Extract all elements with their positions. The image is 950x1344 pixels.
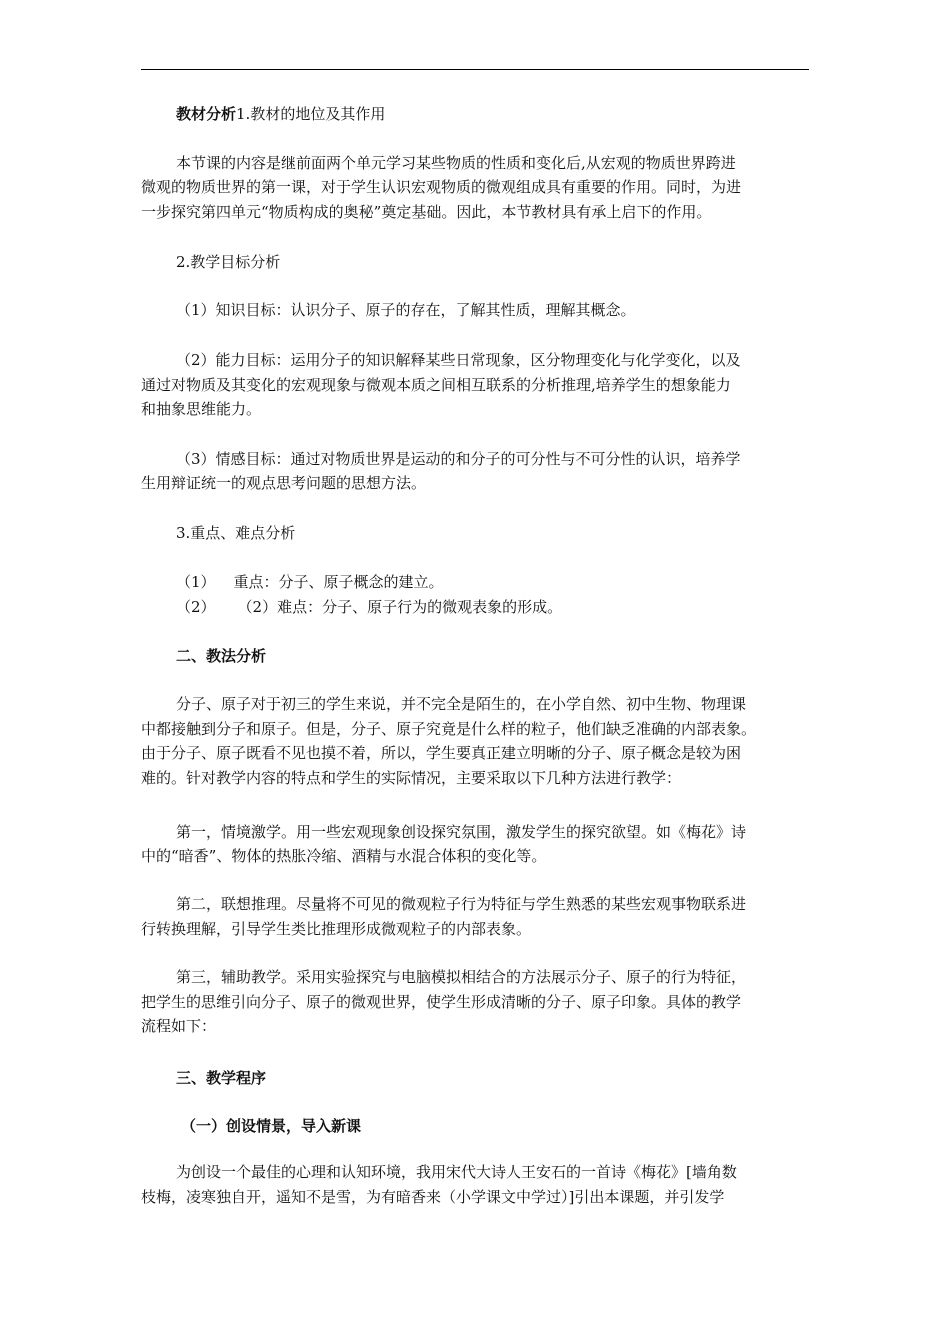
- method3-line3: 流程如下：: [141, 1017, 217, 1035]
- keypoint-text: 重点：分子、原子概念的建立。: [233, 573, 444, 591]
- goal2-line2: 通过对物质及其变化的宏观现象与微观本质之间相互联系的分析推理,培养学生的想象能力: [141, 376, 731, 394]
- section1-para1-line2: 微观的物质世界的第一课，对于学生认识宏观物质的微观组成具有重要的作用。同时，为进: [141, 178, 742, 196]
- keypoint-item: [176, 571, 444, 593]
- method2-line2: 行转换理解，引导学生类比推理形成微观粒子的内部表象。: [141, 920, 532, 938]
- section1-heading: [176, 103, 385, 125]
- section2-para1-line4: 难的。针对教学内容的特点和学生的实际情况，主要采取以下几种方法进行教学：: [141, 769, 682, 787]
- section2-para1-line1: 分子、原子对于初三的学生来说，并不完全是陌生的，在小学自然、初中生物、物理课: [176, 695, 747, 713]
- section1-para1-line1: 本节课的内容是继前面两个单元学习某些物质的性质和变化后,从宏观的物质世界跨进: [176, 154, 736, 172]
- section1-subheading-keypoints: 3.重点、难点分析: [176, 524, 296, 542]
- keypoint-number: （1）: [176, 573, 216, 591]
- method2-line1: 第二，联想推理。尽量将不可见的微观粒子行为特征与学生熟悉的某些宏观事物联系进: [176, 895, 747, 913]
- section3-subheading: （一）创设情景，导入新课: [181, 1117, 362, 1135]
- section1-heading-bold: 教材分析: [176, 105, 237, 123]
- header-rule: [141, 69, 809, 70]
- goal1-line1: （1）知识目标：认识分子、原子的存在，了解其性质，理解其概念。: [176, 301, 636, 319]
- section3-para1-line2: 枝梅，凌寒独自开，遥知不是雪，为有暗香来（小学课文中学过）]引出本课题，并引发学: [141, 1188, 725, 1206]
- keypoint-item: [176, 596, 562, 618]
- keypoint-text: （2）难点：分子、原子行为的微观表象的形成。: [237, 598, 563, 616]
- method1-line2: 中的“暗香”、物体的热胀冷缩、酒精与水混合体积的变化等。: [141, 847, 547, 865]
- section2-para1-line2: 中都接触到分子和原子。但是，分子、原子究竟是什么样的粒子，他们缺乏准确的内部表象。: [141, 720, 757, 738]
- section3-para1-line1: 为创设一个最佳的心理和认知环境，我用宋代大诗人王安石的一首诗《梅花》[墙角数: [176, 1163, 737, 1181]
- goal2-line1: （2）能力目标：运用分子的知识解释某些日常现象，区分物理变化与化学变化，以及: [176, 351, 741, 369]
- goal2-line3: 和抽象思维能力。: [141, 400, 262, 418]
- goal3-line1: （3）情感目标：通过对物质世界是运动的和分子的可分性与不可分性的认识，培养学: [176, 450, 741, 468]
- method3-line2: 把学生的思维引向分子、原子的微观世界，使学生形成清晰的分子、原子印象。具体的教学: [141, 993, 742, 1011]
- section3-heading: 三、教学程序: [176, 1069, 267, 1087]
- goal3-line2: 生用辩证统一的观点思考问题的思想方法。: [141, 474, 427, 492]
- method1-line1: 第一，情境激学。用一些宏观现象创设探究氛围，激发学生的探究欲望。如《梅花》诗: [176, 823, 747, 841]
- section2-para1-line3: 由于分子、原子既看不见也摸不着，所以，学生要真正建立明晰的分子、原子概念是较为困: [141, 744, 742, 762]
- section2-heading: 二、教法分析: [176, 647, 267, 665]
- method3-line1: 第三，辅助教学。采用实验探究与电脑模拟相结合的方法展示分子、原子的行为特征，: [176, 968, 747, 986]
- keypoint-number: （2）: [176, 598, 216, 616]
- section1-subheading-goals: 2.教学目标分析: [176, 253, 281, 271]
- section1-para1-line3: 一步探究第四单元“物质构成的奥秘”奠定基础。因此，本节教材具有承上启下的作用。: [141, 203, 712, 221]
- section1-heading-rest: 1.教材的地位及其作用: [236, 105, 386, 123]
